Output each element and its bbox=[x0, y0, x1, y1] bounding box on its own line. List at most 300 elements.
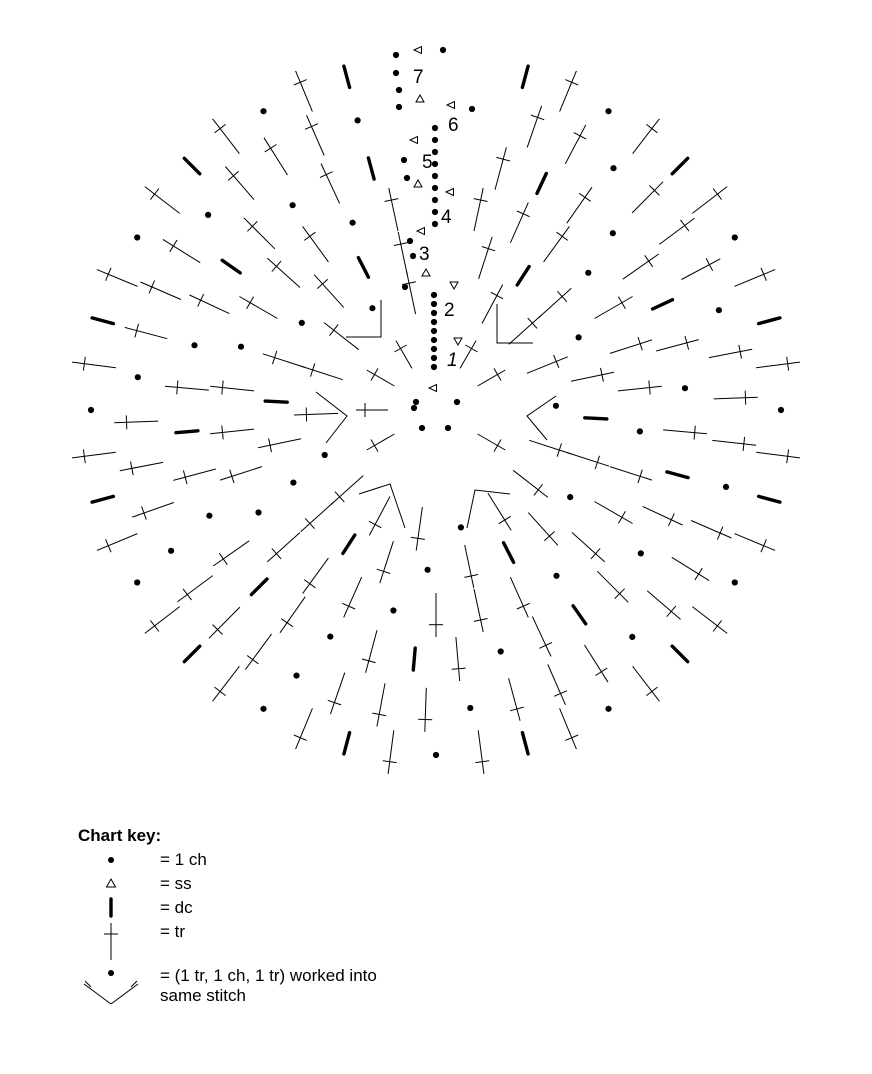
treble-crochet-bar-36 bbox=[499, 516, 511, 523]
treble-crochet-205 bbox=[714, 397, 758, 399]
double-crochet-160 bbox=[573, 606, 586, 624]
chain-dot-2 bbox=[419, 425, 425, 431]
slip-stitch-365 bbox=[454, 338, 462, 345]
treble-crochet-bar-253 bbox=[228, 171, 239, 180]
treble-crochet-164 bbox=[456, 637, 460, 681]
chain-dot-304 bbox=[134, 579, 140, 585]
treble-crochet-170 bbox=[280, 597, 305, 633]
treble-crochet-bar-264 bbox=[646, 124, 657, 132]
treble-crochet-284 bbox=[633, 666, 660, 701]
round-label-2: 2 bbox=[444, 300, 455, 321]
round-labels bbox=[413, 67, 459, 371]
double-crochet-307 bbox=[92, 496, 113, 502]
round-label-5: 5 bbox=[422, 152, 433, 173]
treble-crochet-14 bbox=[460, 341, 476, 369]
double-crochet-74 bbox=[343, 535, 355, 553]
treble-crochet-107 bbox=[572, 533, 605, 562]
chain-dot-330 bbox=[431, 328, 437, 334]
treble-crochet-52 bbox=[407, 271, 416, 314]
chain-dot-195 bbox=[610, 165, 616, 171]
chain-dot-95 bbox=[585, 270, 591, 276]
chain-dot-175 bbox=[206, 513, 212, 519]
chain-dot-354 bbox=[402, 284, 408, 290]
treble-crochet-233 bbox=[209, 607, 240, 638]
round-label-3: 3 bbox=[419, 244, 430, 265]
treble-crochet-bar-285 bbox=[646, 687, 657, 696]
treble-crochet-bar-243 bbox=[126, 415, 127, 429]
slip-stitch-triangle-icon bbox=[78, 872, 144, 896]
chain-dot-251 bbox=[205, 212, 211, 218]
treble-crochet-305 bbox=[97, 534, 138, 551]
chain-dot-151 bbox=[682, 385, 688, 391]
treble-crochet-bar-111 bbox=[517, 603, 530, 609]
treble-crochet-193 bbox=[565, 125, 586, 164]
chain-dot-298 bbox=[260, 706, 266, 712]
treble-crochet-281 bbox=[692, 607, 727, 634]
treble-crochet-bar-136 bbox=[304, 232, 315, 240]
treble-crochet-224 bbox=[425, 688, 427, 732]
chain-dot-209 bbox=[723, 484, 729, 490]
chain-dot-353 bbox=[410, 253, 416, 259]
treble-crochet-bar-41 bbox=[369, 521, 381, 528]
treble-crochet-272 bbox=[756, 362, 800, 368]
treble-crochet-bar-162 bbox=[539, 642, 552, 648]
chain-dot-338 bbox=[432, 161, 438, 167]
treble-crochet-bar-257 bbox=[305, 124, 318, 130]
chain-dot-1 bbox=[454, 399, 460, 405]
treble-crochet-bar-15 bbox=[466, 345, 478, 352]
treble-crochet-219 bbox=[548, 665, 566, 705]
chain-dot-274 bbox=[778, 407, 784, 413]
slip-stitch-361 bbox=[446, 189, 454, 196]
treble-crochet-191 bbox=[527, 106, 541, 148]
treble-crochet-bar-321 bbox=[215, 124, 226, 132]
chain-dot-51 bbox=[369, 305, 375, 311]
chain-dot-335 bbox=[432, 125, 438, 131]
key-row-slip-stitch bbox=[78, 872, 498, 896]
treble-crochet-42 bbox=[331, 476, 364, 505]
chain-dot-333 bbox=[431, 355, 437, 361]
treble-crochet-226 bbox=[377, 683, 385, 726]
double-crochet-bar-icon bbox=[78, 896, 144, 920]
chain-dot-346 bbox=[396, 87, 402, 93]
treble-crochet-10 bbox=[367, 370, 395, 386]
chain-dot-329 bbox=[431, 319, 437, 325]
double-crochet-62 bbox=[585, 418, 607, 419]
treble-crochet-247 bbox=[141, 282, 181, 300]
chain-dot-352 bbox=[407, 238, 413, 244]
chain-dot-244 bbox=[135, 374, 141, 380]
treble-crochet-287 bbox=[560, 708, 577, 749]
treble-crochet-308 bbox=[72, 452, 116, 458]
chain-dot-37 bbox=[458, 524, 464, 530]
chain-dot-350 bbox=[401, 157, 407, 163]
slip-stitch-359 bbox=[410, 137, 418, 144]
chain-dot-157 bbox=[638, 550, 644, 556]
treble-crochet-212 bbox=[672, 557, 709, 580]
chart-marks bbox=[72, 47, 800, 774]
chain-dot-65 bbox=[567, 494, 573, 500]
treble-crochet-320 bbox=[213, 119, 240, 154]
treble-crochet-214 bbox=[647, 591, 680, 620]
treble-crochet-240 bbox=[120, 462, 163, 470]
treble-crochet-bar-220 bbox=[554, 691, 567, 697]
double-crochet-166 bbox=[413, 648, 415, 670]
chain-dot-109 bbox=[553, 573, 559, 579]
chain-dot-334 bbox=[431, 364, 437, 370]
chain-dot-327 bbox=[431, 301, 437, 307]
treble-crochet-131 bbox=[239, 297, 277, 319]
treble-crochet-16 bbox=[396, 341, 412, 369]
treble-crochet-210 bbox=[691, 521, 731, 539]
treble-crochet-bar-180 bbox=[177, 380, 178, 394]
treble-crochet-bar-92 bbox=[517, 211, 530, 217]
treble-crochet-167 bbox=[366, 630, 377, 673]
treble-crochet-293 bbox=[388, 730, 394, 774]
v-stitch-icon bbox=[78, 964, 144, 1010]
treble-crochet-117 bbox=[344, 577, 362, 617]
treble-crochet-bar-324 bbox=[294, 80, 307, 85]
slip-stitch-356 bbox=[414, 47, 422, 54]
treble-crochet-78 bbox=[258, 439, 301, 448]
treble-crochet-299 bbox=[213, 666, 240, 701]
treble-crochet-bar-270 bbox=[761, 268, 766, 281]
treble-crochet-128 bbox=[210, 386, 254, 391]
treble-crochet-bar-127 bbox=[222, 426, 223, 440]
treble-crochet-87 bbox=[398, 232, 407, 275]
treble-crochet-69 bbox=[465, 545, 474, 588]
treble-crochet-275 bbox=[756, 452, 800, 458]
double-crochet-154 bbox=[667, 472, 688, 478]
chain-dot-332 bbox=[431, 346, 437, 352]
treble-crochet-bar-297 bbox=[294, 735, 307, 740]
treble-crochet-143 bbox=[567, 187, 592, 223]
double-crochet-265 bbox=[672, 158, 688, 174]
treble-crochet-28 bbox=[527, 357, 568, 374]
treble-crochet-179 bbox=[165, 386, 209, 390]
chain-dot-77 bbox=[290, 480, 296, 486]
chain-dot-44 bbox=[322, 452, 328, 458]
double-crochet-56 bbox=[517, 267, 529, 285]
key-row-v-stitch bbox=[78, 964, 498, 1010]
double-crochet-142 bbox=[537, 174, 546, 194]
treble-crochet-75 bbox=[301, 502, 334, 532]
key-row-treble-crochet bbox=[78, 920, 498, 964]
treble-crochet-203 bbox=[709, 349, 752, 357]
chain-dot-348 bbox=[440, 47, 446, 53]
chain-dot-343 bbox=[432, 221, 438, 227]
double-crochet-148 bbox=[653, 300, 673, 309]
round-label-6: 6 bbox=[448, 115, 459, 136]
treble-crochet-bar-132 bbox=[247, 297, 254, 309]
round-label-1: 1 bbox=[447, 350, 458, 371]
treble-crochet-96 bbox=[595, 297, 633, 319]
treble-crochet-231 bbox=[245, 634, 271, 670]
key-text-double-crochet: = dc bbox=[160, 898, 193, 917]
treble-crochet-269 bbox=[734, 270, 775, 287]
treble-crochet-311 bbox=[72, 362, 116, 368]
chain-dot-339 bbox=[432, 173, 438, 179]
treble-crochet-133 bbox=[267, 258, 300, 287]
treble-crochet-bar-153 bbox=[694, 426, 695, 440]
double-crochet-68 bbox=[504, 543, 514, 563]
chain-dot-216 bbox=[629, 634, 635, 640]
chain-dot-59 bbox=[576, 334, 582, 340]
chain-dot-130 bbox=[238, 344, 244, 350]
treble-crochet-bar-261 bbox=[565, 80, 578, 85]
chain-dot-258 bbox=[355, 117, 361, 123]
chain-dot-83 bbox=[299, 320, 305, 326]
chain-dot-331 bbox=[431, 337, 437, 343]
double-crochet-271 bbox=[759, 318, 780, 324]
key-text-treble-crochet: = tr bbox=[160, 922, 186, 941]
treble-crochet-8 bbox=[367, 434, 395, 450]
treble-crochet-207 bbox=[712, 440, 756, 445]
chain-dot-30 bbox=[553, 403, 559, 409]
double-crochet-319 bbox=[184, 158, 200, 174]
chain-dot-123 bbox=[255, 509, 261, 515]
treble-crochet-bar-50 bbox=[330, 325, 339, 336]
double-crochet-277 bbox=[759, 496, 780, 502]
treble-crochet-bar-9 bbox=[371, 440, 378, 452]
treble-crochet-152 bbox=[663, 430, 707, 434]
treble-crochet-57 bbox=[539, 288, 572, 318]
slip-stitch-364 bbox=[450, 282, 458, 289]
chain-dot-336 bbox=[432, 137, 438, 143]
treble-crochet-bar-215 bbox=[667, 606, 676, 617]
treble-crochet-45 bbox=[294, 413, 338, 415]
treble-crochet-155 bbox=[643, 506, 683, 525]
double-crochet-178 bbox=[176, 431, 198, 433]
treble-crochet-238 bbox=[132, 503, 174, 518]
treble-crochet-228 bbox=[330, 673, 344, 715]
treble-crochet-cross-icon bbox=[78, 920, 144, 964]
treble-crochet-254 bbox=[264, 138, 288, 175]
treble-crochet-35 bbox=[488, 493, 511, 530]
chain-dot-355 bbox=[411, 405, 417, 411]
treble-crochet-54 bbox=[479, 237, 493, 279]
chain-dot-341 bbox=[432, 197, 438, 203]
treble-crochet-105 bbox=[595, 502, 633, 524]
treble-crochet-245 bbox=[125, 327, 168, 338]
treble-crochet-66 bbox=[528, 513, 558, 546]
double-crochet-80 bbox=[265, 401, 287, 402]
treble-crochet-bar-17 bbox=[394, 345, 406, 352]
treble-crochet-33 bbox=[513, 470, 548, 497]
treble-crochet-bar-250 bbox=[170, 240, 177, 252]
chain-dot-187 bbox=[290, 202, 296, 208]
chain-dot-345 bbox=[393, 70, 399, 76]
treble-crochet-bar-165 bbox=[452, 668, 466, 669]
double-crochet-301 bbox=[184, 646, 200, 662]
treble-crochet-bar-29 bbox=[554, 355, 559, 368]
treble-crochet-278 bbox=[734, 534, 775, 551]
double-crochet-259 bbox=[522, 66, 528, 87]
chain-dot-326 bbox=[431, 292, 437, 298]
v-stitch-20 bbox=[316, 392, 347, 443]
treble-crochet-188 bbox=[321, 164, 340, 204]
treble-crochet-256 bbox=[307, 115, 325, 155]
treble-crochet-112 bbox=[474, 589, 483, 632]
treble-crochet-217 bbox=[585, 645, 609, 682]
slip-stitch-360 bbox=[414, 180, 422, 187]
treble-crochet-242 bbox=[114, 421, 158, 423]
treble-crochet-47 bbox=[301, 366, 343, 380]
v-stitch-23 bbox=[467, 490, 510, 528]
treble-crochet-bar-211 bbox=[717, 527, 723, 540]
treble-crochet-72 bbox=[380, 541, 394, 583]
treble-crochet-bar-267 bbox=[713, 189, 722, 200]
key-text-v-stitch-line2: same stitch bbox=[160, 986, 246, 1005]
treble-crochet-bar-25 bbox=[491, 292, 503, 299]
treble-crochet-149 bbox=[656, 340, 699, 351]
v-stitch-18 bbox=[346, 300, 381, 337]
treble-crochet-bar-7 bbox=[494, 440, 501, 452]
treble-crochet-31 bbox=[529, 440, 571, 454]
treble-crochet-63 bbox=[567, 453, 609, 467]
treble-crochet-146 bbox=[623, 254, 659, 279]
chain-dot-280 bbox=[732, 579, 738, 585]
v-stitch-21 bbox=[527, 396, 556, 440]
treble-crochet-173 bbox=[213, 541, 249, 566]
treble-crochet-103 bbox=[610, 467, 652, 481]
treble-crochet-bar-255 bbox=[265, 145, 277, 152]
chain-dot-230 bbox=[293, 673, 299, 679]
chart-key bbox=[78, 826, 498, 1010]
treble-crochet-323 bbox=[296, 71, 313, 112]
treble-crochet-bar-94 bbox=[557, 232, 568, 240]
treble-crochet-176 bbox=[173, 469, 216, 480]
treble-crochet-302 bbox=[145, 607, 180, 634]
treble-crochet-26 bbox=[509, 315, 542, 344]
chain-dot-292 bbox=[433, 752, 439, 758]
treble-crochet-252 bbox=[225, 167, 254, 200]
treble-crochet-126 bbox=[210, 429, 254, 434]
treble-crochet-bar-236 bbox=[183, 589, 191, 600]
slip-stitch-358 bbox=[447, 102, 455, 109]
treble-crochet-185 bbox=[244, 218, 275, 249]
chain-dot-163 bbox=[498, 648, 504, 654]
slip-stitch-362 bbox=[417, 228, 425, 235]
treble-crochet-bar-201 bbox=[706, 258, 713, 270]
treble-crochet-bar-174 bbox=[219, 553, 227, 565]
key-text-v-stitch bbox=[160, 966, 377, 1006]
chain-dot-0 bbox=[413, 399, 419, 405]
chart-key-title: Chart key: bbox=[78, 826, 162, 845]
treble-crochet-6 bbox=[478, 434, 506, 450]
chain-dot-286 bbox=[605, 706, 611, 712]
double-crochet-190 bbox=[368, 158, 374, 179]
treble-crochet-bar-134 bbox=[272, 261, 281, 272]
treble-crochet-bar-279 bbox=[761, 539, 766, 552]
treble-crochet-24 bbox=[482, 285, 503, 324]
treble-crochet-124 bbox=[220, 467, 262, 481]
v-stitch-19 bbox=[497, 304, 533, 343]
treble-crochet-bar-318 bbox=[150, 189, 159, 200]
double-crochet-172 bbox=[251, 579, 267, 595]
chain-dot-202 bbox=[716, 307, 722, 313]
treble-crochet-49 bbox=[324, 323, 359, 350]
treble-crochet-91 bbox=[510, 203, 528, 243]
key-row-chain bbox=[78, 848, 498, 872]
slip-stitch-366 bbox=[429, 385, 437, 392]
chain-dot-237 bbox=[168, 548, 174, 554]
chain-dot-223 bbox=[467, 705, 473, 711]
double-crochet-86 bbox=[358, 258, 368, 278]
treble-crochet-bar-106 bbox=[618, 511, 625, 523]
treble-crochet-135 bbox=[303, 226, 329, 262]
treble-crochet-bar-144 bbox=[579, 193, 591, 201]
treble-crochet-bar-199 bbox=[681, 220, 689, 231]
treble-crochet-93 bbox=[544, 226, 570, 262]
treble-crochet-bar-183 bbox=[198, 294, 204, 307]
chain-dot-316 bbox=[134, 234, 140, 240]
chain-dot-344 bbox=[393, 52, 399, 58]
treble-crochet-119 bbox=[303, 558, 329, 594]
treble-crochet-40 bbox=[369, 497, 390, 536]
chain-dot-116 bbox=[390, 607, 396, 613]
key-row-double-crochet bbox=[78, 896, 498, 920]
double-crochet-295 bbox=[344, 733, 350, 754]
treble-crochet-249 bbox=[163, 239, 200, 262]
treble-crochet-bar-315 bbox=[106, 268, 111, 281]
chain-dot-3 bbox=[445, 425, 451, 431]
double-crochet-313 bbox=[92, 318, 113, 324]
chain-dot-340 bbox=[432, 185, 438, 191]
treble-crochet-263 bbox=[633, 119, 660, 154]
treble-crochet-196 bbox=[632, 182, 663, 213]
treble-crochet-bar-288 bbox=[565, 735, 578, 740]
treble-crochet-bar-147 bbox=[645, 255, 653, 266]
key-text-slip-stitch: = ss bbox=[160, 874, 192, 893]
treble-crochet-121 bbox=[267, 533, 300, 562]
treble-crochet-81 bbox=[263, 354, 305, 368]
treble-crochet-bar-206 bbox=[745, 391, 746, 405]
treble-crochet-bar-213 bbox=[695, 568, 702, 580]
treble-crochet-bar-306 bbox=[106, 539, 111, 552]
treble-crochet-138 bbox=[389, 188, 398, 231]
treble-crochet-bar-11 bbox=[371, 368, 378, 380]
chain-dot-310 bbox=[88, 407, 94, 413]
chain-dot-181 bbox=[191, 342, 197, 348]
treble-crochet-bar-225 bbox=[418, 719, 432, 720]
treble-crochet-bar-282 bbox=[713, 620, 722, 631]
treble-crochet-bar-232 bbox=[247, 656, 258, 664]
chain-dot-71 bbox=[425, 567, 431, 573]
treble-crochet-38 bbox=[416, 507, 422, 551]
round-label-4: 4 bbox=[441, 207, 452, 228]
treble-crochet-314 bbox=[97, 270, 138, 287]
double-crochet-289 bbox=[522, 733, 528, 754]
chain-dot-268 bbox=[732, 234, 738, 240]
treble-crochet-bar-108 bbox=[591, 548, 600, 559]
v-stitch-22 bbox=[359, 484, 405, 528]
treble-crochet-161 bbox=[532, 617, 551, 657]
chain-dot-169 bbox=[327, 634, 333, 640]
treble-crochet-140 bbox=[495, 147, 506, 190]
treble-crochet-bar-118 bbox=[342, 603, 355, 609]
treble-crochet-bar-97 bbox=[618, 297, 625, 309]
treble-crochet-98 bbox=[610, 340, 652, 354]
round-label-7: 7 bbox=[413, 67, 424, 88]
treble-crochet-bar-101 bbox=[649, 381, 650, 395]
treble-crochet-bar-171 bbox=[281, 619, 293, 627]
treble-crochet-bar-189 bbox=[320, 172, 333, 178]
key-text-v-stitch-line1: = (1 tr, 1 ch, 1 tr) worked into bbox=[160, 966, 377, 985]
treble-crochet-200 bbox=[682, 259, 721, 280]
double-crochet-325 bbox=[344, 66, 350, 87]
treble-crochet-bar-248 bbox=[149, 280, 155, 293]
